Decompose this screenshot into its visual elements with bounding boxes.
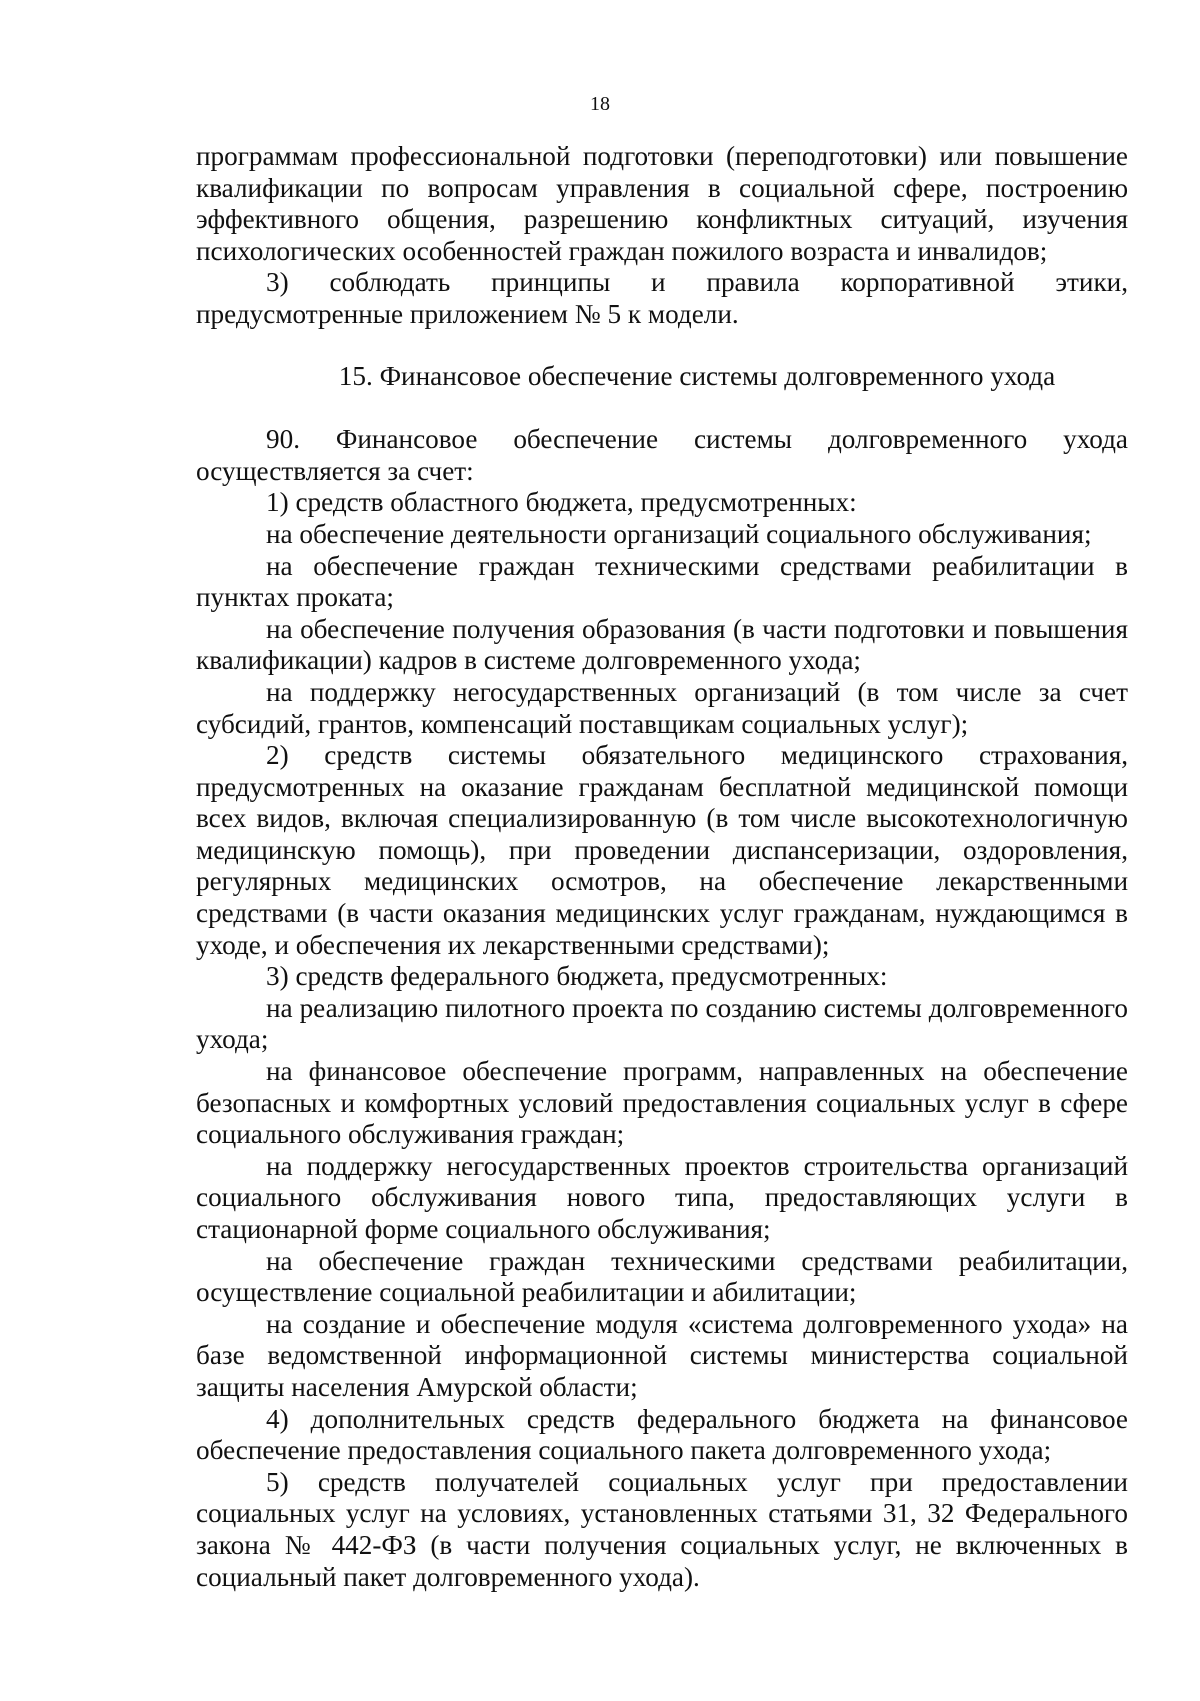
- item-4-additional-federal: 4) дополнительных средств федерального бюджета на финансовое обеспечение предоставления социального пакета долговременного ухода;: [196, 1403, 1128, 1466]
- subitem-programs: на финансовое обеспечение программ, направленных на обеспечение безопасных и комфортных условий предоставления социальных услуг в сфере социального обслуживания граждан;: [196, 1056, 1128, 1150]
- page-number: 18: [590, 93, 610, 115]
- subitem-information-module: на создание и обеспечение модуля «система долговременного ухода» на базе ведомственной информационной системы министерства социальной защиты населения Амурской области;: [196, 1308, 1128, 1402]
- document-body: [196, 141, 1128, 1593]
- subitem-organizations: на обеспечение деятельности организаций социального обслуживания;: [266, 518, 1092, 549]
- paragraph-90-intro: 90. Финансовое обеспечение системы долговременного ухода осуществляется за счет:: [196, 424, 1128, 486]
- subitem-rehabilitation: на обеспечение граждан техническими средствами реабилитации, осуществление социальной реабилитации и абилитации;: [196, 1245, 1128, 1308]
- subitem-rehab-rental: на обеспечение граждан техническими средствами реабилитации в пунктах проката;: [196, 550, 1128, 613]
- item-3-federal-budget: 3) средств федерального бюджета, предусмотренных:: [266, 961, 888, 992]
- continued-paragraph: программам профессиональной подготовки (переподготовки) или повышение квалификации по вопросам управления в социальной сфере, построению эффективного общения, разрешению конфликтных ситуаций, изучения психологических особенностей граждан пожилого возраста и инвалидов;: [196, 141, 1128, 266]
- subitem-nongovernment-support: на поддержку негосударственных организаций (в том числе за счет субсидий, грантов, компенсаций поставщикам социальных услуг);: [196, 676, 1128, 739]
- ethics-item: 3) соблюдать принципы и правила корпоративной этики, предусмотренные приложением № 5 к модели.: [196, 267, 1128, 329]
- subitem-pilot-project: на реализацию пилотного проекта по созданию системы долговременного ухода;: [196, 992, 1128, 1055]
- subitem-construction-projects: на поддержку негосударственных проектов строительства организаций социального обслуживания нового типа, предоставляющих услуги в стационарной форме социального обслуживания;: [196, 1150, 1128, 1244]
- subitem-education: на обеспечение получения образования (в части подготовки и повышения квалификации) кадров в системе долговременного ухода;: [196, 613, 1128, 676]
- item-1-regional-budget: 1) средств областного бюджета, предусмотренных:: [266, 487, 857, 518]
- item-2-medical-insurance: 2) средств системы обязательного медицинского страхования, предусмотренных на оказание гражданам бесплатной медицинской помощи всех видов, включая специализированную (в том числе высокотехнологичную медицинскую помощь), при проведении диспансеризации, оздоровления, регулярных медицинских осмотров, на обеспечение лекарственными средствами (в части оказания медицинских услуг гражданам, нуждающимся в уходе, и обеспечения их лекарственными средствами);: [196, 740, 1128, 960]
- section-heading: 15. Финансовое обеспечение системы долговременного ухода: [338, 360, 1056, 391]
- item-5-recipients-funds: 5) средств получателей социальных услуг при предоставлении социальных услуг на условиях, установленных статьями 31, 32 Федерального закона № 442-ФЗ (в части получения социальных услуг, не включенных в социальный пакет долговременного ухода).: [196, 1466, 1128, 1592]
